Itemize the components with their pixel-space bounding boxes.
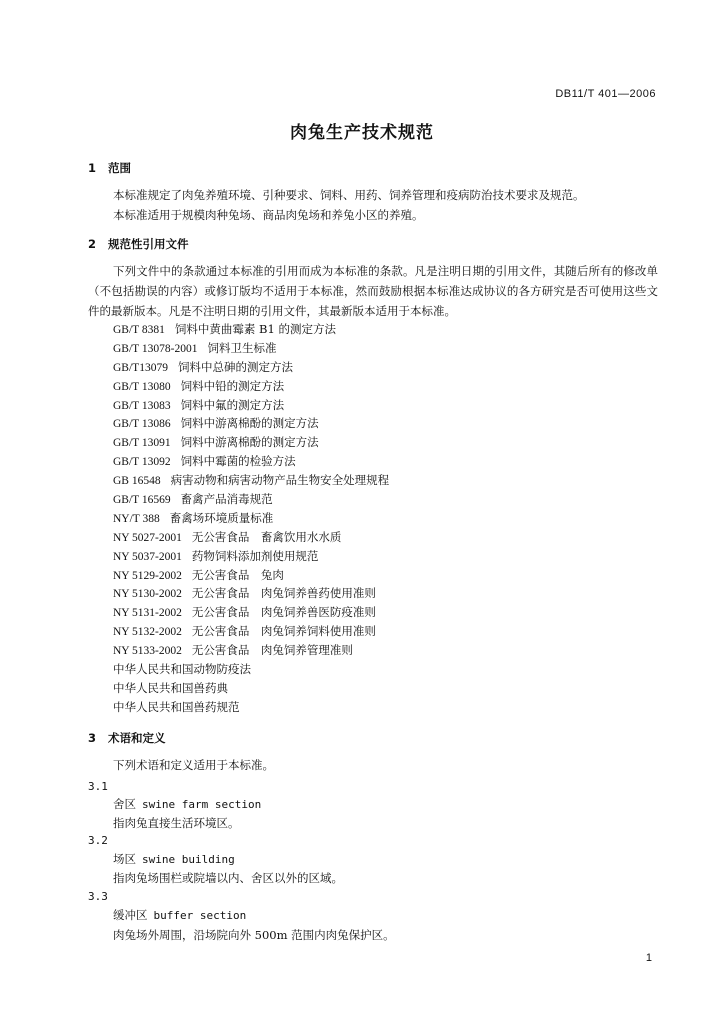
reference-item xyxy=(113,471,389,490)
reference-item xyxy=(113,377,389,396)
section-title: 术语和定义 xyxy=(108,731,166,745)
reference-code: GB/T 8381 xyxy=(113,324,165,336)
section-title: 范围 xyxy=(108,161,131,175)
section-number: 2 xyxy=(88,237,97,251)
reference-name: 中华人民共和国兽药典 xyxy=(113,680,228,695)
reference-item xyxy=(113,320,389,339)
reference-name: 畜禽产品消毒规范 xyxy=(180,492,273,507)
reference-name: 无公害食品 肉兔饲养兽药使用准则 xyxy=(191,586,376,601)
reference-name: 中华人民共和国动物防疫法 xyxy=(113,662,251,677)
reference-name: 饲料卫生标准 xyxy=(207,340,277,355)
reference-name: 饲料中总砷的测定方法 xyxy=(177,359,293,374)
reference-item xyxy=(113,698,389,717)
section-number: 3 xyxy=(88,731,97,745)
term-number: 3.3 xyxy=(88,890,108,903)
term-definition: 指肉兔场围栏或院墙以内、舍区以外的区域。 xyxy=(113,871,343,885)
term-definition: 指肉兔直接生活环境区。 xyxy=(113,816,240,830)
reference-code: NY/T 388 xyxy=(113,512,160,525)
reference-code: NY 5027-2001 xyxy=(113,531,182,544)
reference-code: GB 16548 xyxy=(113,475,161,488)
reference-code: GB/T 13083 xyxy=(113,399,171,412)
reference-item xyxy=(113,679,389,698)
reference-code: NY 5130-2002 xyxy=(113,588,182,601)
reference-name: 药物饲料添加剂使用规范 xyxy=(191,548,319,563)
term-chinese: 缓冲区 xyxy=(113,908,148,922)
section-2-intro: 下列文件中的条款通过本标准的引用而成为本标准的条款。凡是注明日期的引用文件，其随后所有的修改单（不包括勘误的内容）或修订版均不适用于本标准，然而鼓励根据本标准达成协议的各方研究是否可使用这些文件的最新版本。凡是不注明日期的引用文件，其最新版本适用于本标准。 xyxy=(88,264,658,318)
page-number: 1 xyxy=(645,952,652,964)
reference-name: 饲料中游离棉酚的测定方法 xyxy=(180,416,319,431)
reference-item xyxy=(113,641,389,660)
reference-code: GB/T 13086 xyxy=(113,418,171,431)
reference-code: GB/T 13078-2001 xyxy=(113,342,198,355)
reference-name: 饲料中霉菌的检验方法 xyxy=(180,454,296,469)
reference-list xyxy=(113,320,389,717)
reference-item xyxy=(113,414,389,433)
reference-name: 无公害食品 肉兔饲养兽医防疫准则 xyxy=(191,605,376,620)
term-definition: 肉兔场外周围，沿场院向外 500m 范围内肉兔保护区。 xyxy=(113,928,395,942)
reference-code: NY 5131-2002 xyxy=(113,607,182,620)
reference-code: GB/T 13091 xyxy=(113,437,171,450)
reference-item xyxy=(113,547,389,566)
reference-name: 畜禽场环境质量标准 xyxy=(169,510,274,525)
reference-item xyxy=(113,396,389,415)
reference-item xyxy=(113,584,389,603)
section-2-heading xyxy=(88,236,189,252)
section-1-heading xyxy=(88,160,131,176)
section-1-paragraph: 本标准规定了肉兔养殖环境、引种要求、饲料、用药、饲养管理和疫病防治技术要求及规范。 xyxy=(113,188,585,202)
term-title xyxy=(113,851,235,867)
reference-item xyxy=(113,622,389,641)
reference-code: NY 5132-2002 xyxy=(113,626,182,639)
term-title xyxy=(113,907,246,923)
reference-item xyxy=(113,358,389,377)
reference-item xyxy=(113,603,389,622)
reference-name: 饲料中铅的测定方法 xyxy=(180,378,285,393)
document-title: 肉兔生产技术规范 xyxy=(290,123,434,143)
reference-item xyxy=(113,339,389,358)
reference-item xyxy=(113,452,389,471)
term-english: swine building xyxy=(142,853,235,866)
standard-code: DB11/T 401—2006 xyxy=(555,88,656,100)
reference-code: NY 5133-2002 xyxy=(113,645,182,658)
reference-code: GB/T 16569 xyxy=(113,494,171,507)
reference-item xyxy=(113,509,389,528)
reference-name: 无公害食品 畜禽饮用水水质 xyxy=(191,529,342,544)
section-title: 规范性引用文件 xyxy=(108,237,189,251)
section-3-intro: 下列术语和定义适用于本标准。 xyxy=(113,758,274,772)
section-1-paragraph: 本标准适用于规模肉种兔场、商品肉兔场和养兔小区的养殖。 xyxy=(113,208,424,222)
reference-name: 中华人民共和国兽药规范 xyxy=(113,699,240,714)
reference-code: NY 5037-2001 xyxy=(113,550,182,563)
section-3-heading xyxy=(88,730,166,746)
reference-item xyxy=(113,566,389,585)
reference-item xyxy=(113,490,389,509)
reference-code: GB/T 13092 xyxy=(113,456,171,469)
reference-code: GB/T13079 xyxy=(113,361,168,374)
term-number: 3.1 xyxy=(88,780,108,793)
reference-item xyxy=(113,660,389,679)
reference-item xyxy=(113,528,389,547)
term-chinese: 场区 xyxy=(113,852,136,866)
reference-code: GB/T 13080 xyxy=(113,380,171,393)
reference-name: 无公害食品 兔肉 xyxy=(191,567,284,582)
reference-name: 病害动物和病害动物产品生物安全处理规程 xyxy=(170,473,390,488)
reference-name: 饲料中氟的测定方法 xyxy=(180,397,285,412)
term-title xyxy=(113,796,261,812)
reference-name: 无公害食品 肉兔饲养饲料使用准则 xyxy=(191,624,376,639)
reference-name: 饲料中游离棉酚的测定方法 xyxy=(180,435,319,450)
reference-name: 无公害食品 肉兔饲养管理准则 xyxy=(191,643,353,658)
section-number: 1 xyxy=(88,161,97,175)
term-number: 3.2 xyxy=(88,834,108,847)
reference-name: 饲料中黄曲霉素 B1 的测定方法 xyxy=(174,322,336,336)
reference-code: NY 5129-2002 xyxy=(113,569,182,582)
term-english: swine farm section xyxy=(142,798,262,811)
reference-item xyxy=(113,433,389,452)
term-english: buffer section xyxy=(153,909,247,922)
term-chinese: 舍区 xyxy=(113,797,136,811)
